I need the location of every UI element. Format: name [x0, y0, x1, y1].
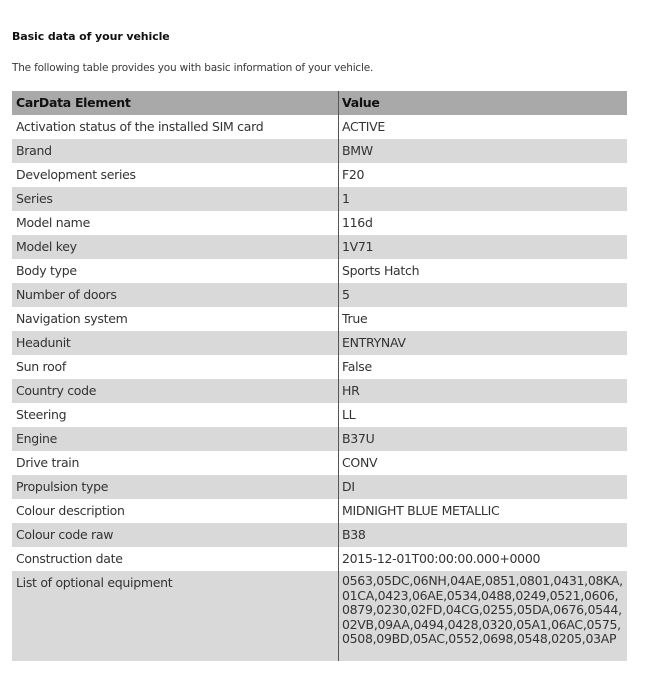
row-element: Construction date — [12, 547, 339, 571]
row-value: HR — [342, 383, 360, 398]
row-value: True — [342, 311, 368, 326]
table-row — [12, 259, 627, 283]
table-row — [12, 523, 627, 547]
header-value: Value — [342, 95, 380, 110]
row-value: B37U — [342, 431, 375, 446]
row-value: MIDNIGHT BLUE METALLIC — [342, 503, 500, 518]
table-row — [12, 475, 627, 499]
table-row — [12, 331, 627, 355]
intro-text: The following table provides you with basic information of your vehicle. — [12, 62, 374, 74]
row-element: Model name — [12, 211, 339, 235]
table-row — [12, 211, 627, 235]
row-value: Sports Hatch — [342, 263, 420, 278]
table-row — [12, 235, 627, 259]
row-value: 5 — [342, 287, 350, 302]
row-element: Colour code raw — [12, 523, 339, 547]
table-row — [12, 547, 627, 571]
table-row — [12, 403, 627, 427]
row-element: Number of doors — [12, 283, 339, 307]
row-element: Navigation system — [12, 307, 339, 331]
row-value: BMW — [342, 143, 373, 158]
row-element: Brand — [12, 139, 339, 163]
row-value: 1 — [342, 191, 350, 206]
table-row — [12, 283, 627, 307]
row-element: Series — [12, 187, 339, 211]
row-element: Country code — [12, 379, 339, 403]
row-value: 1V71 — [342, 239, 374, 254]
row-element: Steering — [12, 403, 339, 427]
row-element: Engine — [12, 427, 339, 451]
vehicle-data-table — [12, 91, 627, 661]
row-value: ENTRYNAV — [342, 335, 406, 350]
row-element: Colour description — [12, 499, 339, 523]
row-value: 0563,05DC,06NH,04AE,0851,0801,0431,08KA,01CA,0423,06AE,0534,0488,0249,0521,0606,0879,0230,02FD,04CG,0255,05DA,0676,0544,02VB,09AA,0494,0428,0320,05A1,06AC,0575,0508,09BD,05AC,0552,0698,0548,0205,03AP — [342, 573, 623, 646]
table-row — [12, 163, 627, 187]
row-element: Headunit — [12, 331, 339, 355]
row-value: DI — [342, 479, 355, 494]
row-element: Propulsion type — [12, 475, 339, 499]
table-row — [12, 379, 627, 403]
table-row — [12, 355, 627, 379]
row-value: B38 — [342, 527, 366, 542]
row-element: Activation status of the installed SIM card — [12, 115, 339, 139]
table-row — [12, 427, 627, 451]
table-row — [12, 499, 627, 523]
table-row — [12, 451, 627, 475]
table-row — [12, 571, 627, 661]
header-element: CarData Element — [12, 91, 339, 115]
row-element: Sun roof — [12, 355, 339, 379]
page-title: Basic data of your vehicle — [12, 30, 170, 43]
row-value: 116d — [342, 215, 373, 230]
row-element: Drive train — [12, 451, 339, 475]
row-element: Development series — [12, 163, 339, 187]
table-row — [12, 139, 627, 163]
row-value: CONV — [342, 455, 378, 470]
table-header-row — [12, 91, 627, 115]
table-row — [12, 115, 627, 139]
table-row — [12, 187, 627, 211]
row-element: List of optional equipment — [12, 571, 339, 661]
row-element: Body type — [12, 259, 339, 283]
row-element: Model key — [12, 235, 339, 259]
table-row — [12, 307, 627, 331]
row-value: 2015-12-01T00:00:00.000+0000 — [342, 551, 541, 566]
row-value: False — [342, 359, 372, 374]
row-value: LL — [342, 407, 356, 422]
row-value: F20 — [342, 167, 365, 182]
row-value: ACTIVE — [342, 119, 386, 134]
